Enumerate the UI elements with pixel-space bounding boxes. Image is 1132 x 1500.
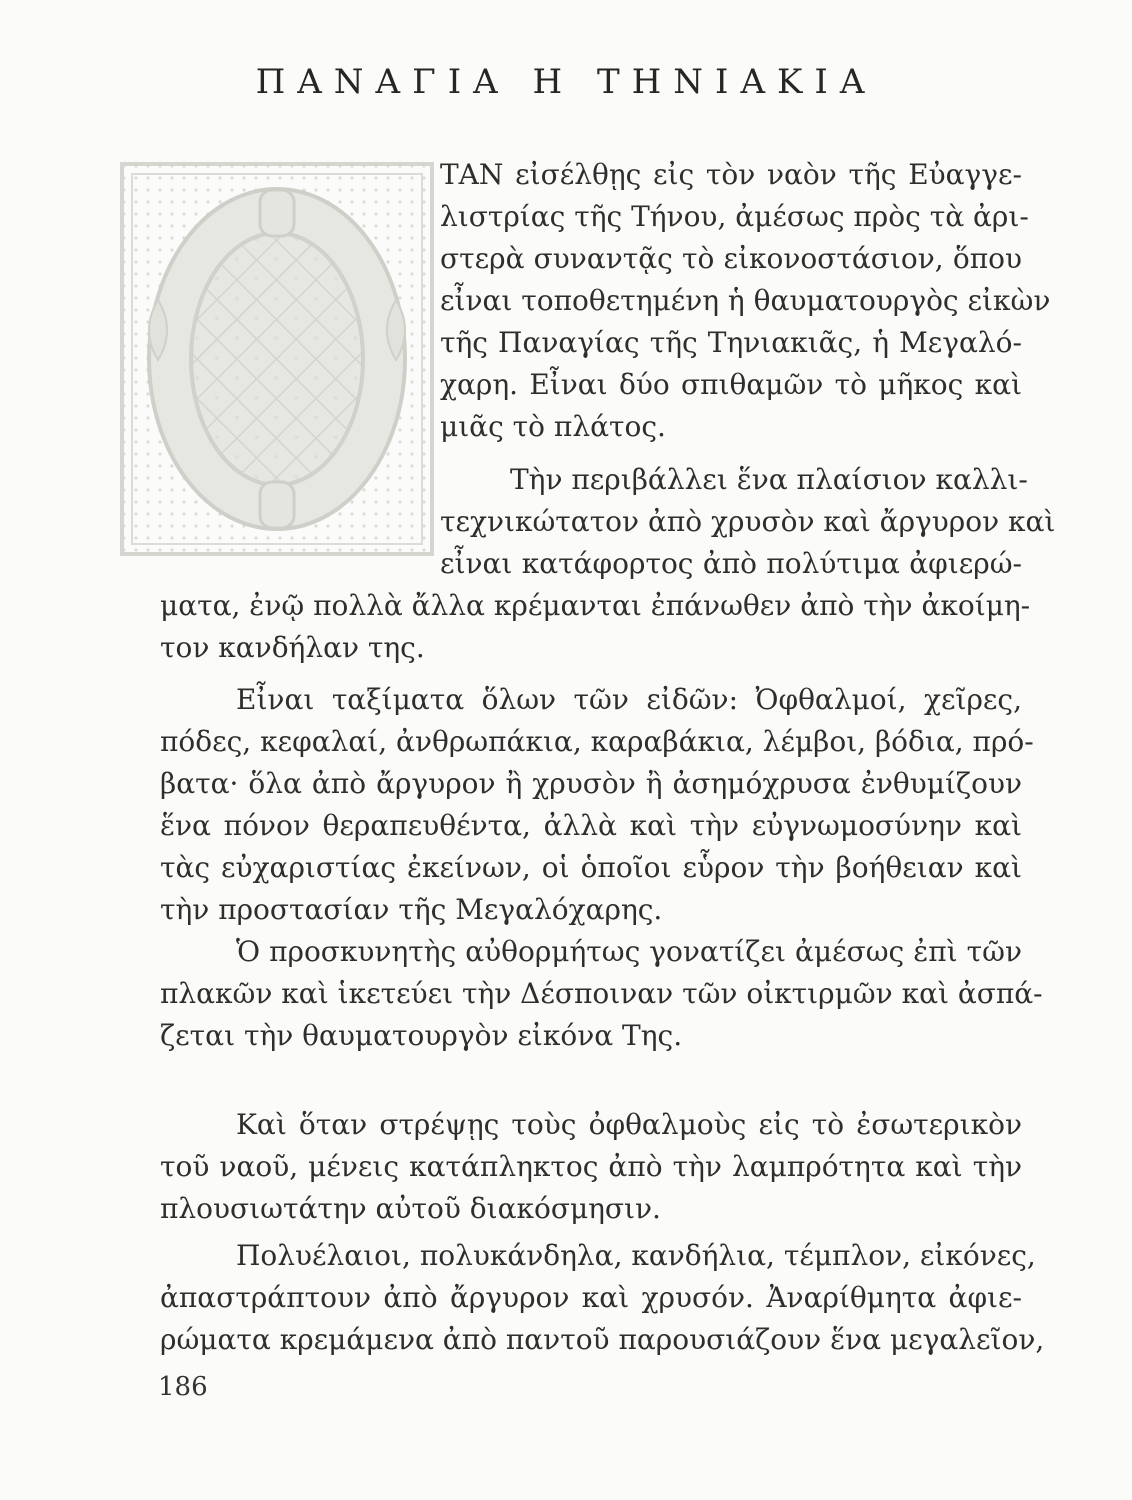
text-line: Πολυέλαιοι, πολυκάνδηλα, κανδήλια, τέμπλον, εἰκόνες, xyxy=(236,1239,1036,1272)
page-number: 186 xyxy=(158,1372,208,1402)
text-line: ἕνα πόνον θεραπευθέντα, ἀλλὰ καὶ τὴν εὐγνωμοσύνην καὶ xyxy=(160,809,1022,842)
text-line: χαρη. Εἶναι δύο σπιθαμῶν τὸ μῆκος καὶ xyxy=(440,368,1022,401)
text-line: τὴν προστασίαν τῆς Μεγαλόχαρης. xyxy=(160,893,663,926)
text-line: Ὁ προσκυνητὴς αὐθορμήτως γονατίζει ἀμέσως ἐπὶ τῶν xyxy=(236,935,1022,968)
text-line: λιστρίας τῆς Τήνου, ἀμέσως πρὸς τὰ ἀρι- xyxy=(440,200,1029,233)
ornamental-initial-icon xyxy=(118,160,436,558)
text-line: πλουσιωτάτην αὐτοῦ διακόσμησιν. xyxy=(160,1192,661,1225)
text-line: πόδες, κεφαλαί, ἀνθρωπάκια, καραβάκια, λέμβοι, βόδια, πρό- xyxy=(160,725,1034,758)
text-line: ζεται τὴν θαυματουργὸν εἰκόνα Της. xyxy=(160,1019,683,1052)
text-line: τον κανδήλαν της. xyxy=(160,631,425,664)
page-title: ΠΑΝΑΓΙΑ Η ΤΗΝΙΑΚΙΑ xyxy=(255,62,877,102)
text-line: Καὶ ὅταν στρέψῃς τοὺς ὀφθαλμοὺς εἰς τὸ ἐσωτερικὸν xyxy=(236,1108,1022,1141)
text-line: ματα, ἐνῷ πολλὰ ἄλλα κρέμανται ἐπάνωθεν ἀπὸ τὴν ἀκοίμη- xyxy=(160,589,1031,622)
text-line: πλακῶν καὶ ἱκετεύει τὴν Δέσποιναν τῶν οἰκτιρμῶν καὶ ἀσπά- xyxy=(160,977,1043,1010)
text-line: Εἶναι ταξίματα ὅλων τῶν εἰδῶν: Ὀφθαλμοί, χεῖρες, xyxy=(236,683,1022,716)
text-line: τὰς εὐχαριστίας ἐκείνων, οἱ ὁποῖοι εὗρον τὴν βοήθειαν καὶ xyxy=(160,851,1022,884)
text-line: στερὰ συναντᾷς τὸ εἰκονοστάσιον, ὅπου xyxy=(440,242,1022,275)
text-line: εἶναι κατάφορτος ἀπὸ πολύτιμα ἀφιερώ- xyxy=(440,547,1022,580)
text-line: τῆς Παναγίας τῆς Τηνιακιᾶς, ἡ Μεγαλό- xyxy=(440,326,1022,359)
text-line: μιᾶς τὸ πλάτος. xyxy=(440,410,666,443)
text-line: ΤΑΝ εἰσέλθῃς εἰς τὸν ναὸν τῆς Εὐαγγε- xyxy=(440,158,1022,191)
text-line: εἶναι τοποθετημένη ἡ θαυματουργὸς εἰκὼν xyxy=(440,284,1051,317)
text-line: βατα· ὅλα ἀπὸ ἄργυρον ἢ χρυσὸν ἢ ἀσημόχρυσα ἐνθυμίζουν xyxy=(160,767,1022,800)
text-line: τοῦ ναοῦ, μένεις κατάπληκτος ἀπὸ τὴν λαμπρότητα καὶ τὴν xyxy=(160,1150,1022,1183)
text-line: Τὴν περιβάλλει ἕνα πλαίσιον καλλι- xyxy=(510,463,1028,496)
text-line: ρώματα κρεμάμενα ἀπὸ παντοῦ παρουσιάζουν ἕνα μεγαλεῖον, xyxy=(160,1323,1045,1356)
text-line: ἀπαστράπτουν ἀπὸ ἄργυρον καὶ χρυσόν. Ἀναρίθμητα ἀφιε- xyxy=(160,1281,1022,1314)
text-line: τεχνικώτατον ἀπὸ χρυσὸν καὶ ἄργυρον καὶ xyxy=(440,505,1056,538)
